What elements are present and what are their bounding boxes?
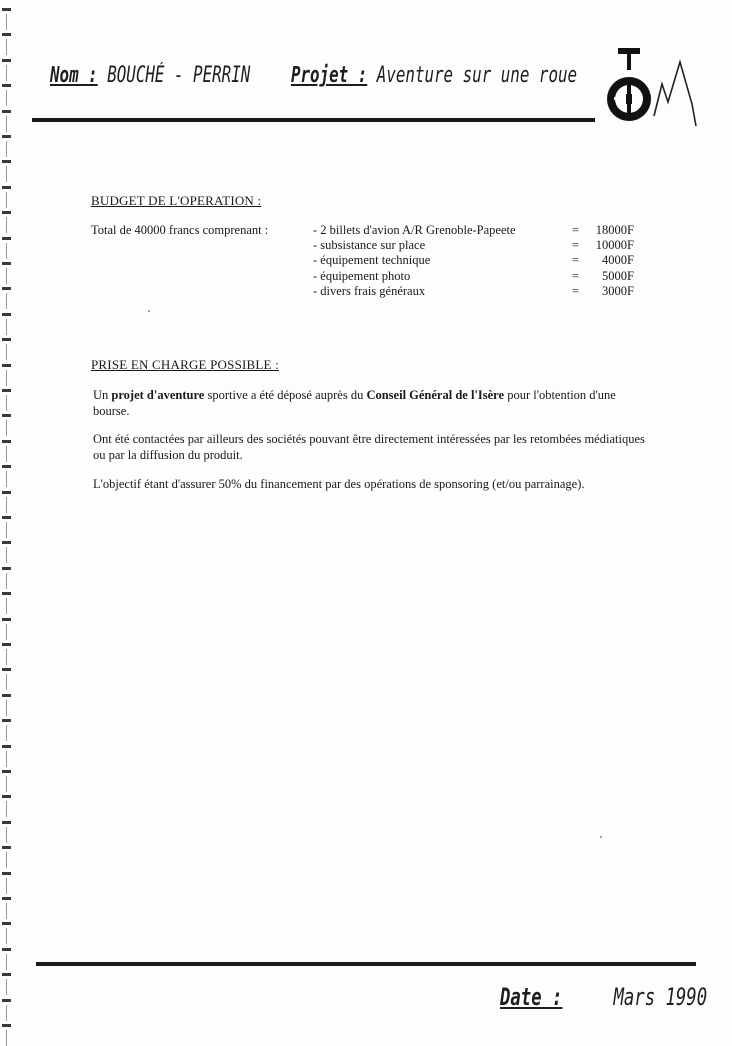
binding-hole [2, 33, 11, 36]
binding-hole [2, 364, 11, 367]
binding-wire [6, 954, 7, 970]
budget-item-label: - divers frais généraux [313, 283, 426, 298]
binding-hole [2, 211, 11, 214]
binding-hole [2, 770, 11, 773]
binding-wire [6, 420, 7, 436]
binding-wire [6, 268, 7, 284]
binding-wire [6, 827, 7, 843]
binding-hole [2, 795, 11, 798]
binding-hole [2, 948, 11, 951]
budget-amount-row [572, 269, 634, 284]
date-label: Date : [500, 983, 563, 1011]
budget-amount: 10000F [595, 238, 634, 253]
budget-amounts [572, 223, 634, 299]
budget-amount-row [572, 284, 634, 299]
binding-hole [2, 872, 11, 875]
binding-wire [6, 725, 7, 741]
binding-hole [2, 389, 11, 392]
binding-hole [2, 999, 11, 1002]
budget-intro: Total de 40000 francs comprenant : [91, 223, 269, 237]
text-run: pour l'obtention d'une bourse. [93, 388, 616, 418]
binding-hole [2, 237, 11, 240]
binding-hole [2, 8, 11, 11]
binding-wire [6, 243, 7, 259]
binding-hole [2, 516, 11, 519]
binding-hole [2, 338, 11, 341]
budget-amount-row [572, 253, 634, 268]
budget-item-label: - 2 billets d'avion A/R Grenoble-Papeete [313, 223, 516, 237]
budget-amount: 3000F [602, 283, 634, 298]
budget-title: BUDGET DE L'OPERATION : [91, 193, 262, 208]
paper-speck [600, 836, 602, 838]
binding-wire [6, 370, 7, 386]
binding-wire [6, 344, 7, 360]
binding-wire [6, 293, 7, 309]
binding-wire [6, 14, 7, 30]
text-run: Un [93, 388, 109, 402]
binding-wire [6, 497, 7, 513]
budget-amount: 4000F [602, 253, 634, 268]
binding-hole [2, 287, 11, 290]
binding-hole [2, 262, 11, 265]
equals-sign: = [572, 238, 580, 253]
binding-hole [2, 160, 11, 163]
binding-hole [2, 643, 11, 646]
binding-wire [6, 573, 7, 589]
prise-title: PRISE EN CHARGE POSSIBLE : [91, 357, 279, 372]
binding-wire [6, 141, 7, 157]
paragraph-societes: Ont été contactées par ailleurs des sociétés pouvant être directement intéressées par les retombées médiatiques ou par la diffusion du produit. [93, 432, 645, 462]
binding-hole [2, 922, 11, 925]
nom-value: BOUCHÉ - PERRIN [107, 63, 251, 88]
header-rule [32, 118, 595, 122]
footer-date-line [500, 983, 732, 1012]
binding-wire [6, 598, 7, 614]
binding-hole [2, 719, 11, 722]
budget-item-label: - équipement photo [313, 268, 411, 283]
nom-label: Nom : [50, 63, 98, 88]
binding-hole [2, 1024, 11, 1027]
binding-hole [2, 84, 11, 87]
budget-items [313, 223, 516, 299]
projet-value: Aventure sur une roue [376, 63, 578, 88]
budget-amount: 18000F [595, 223, 634, 237]
binding-hole [2, 694, 11, 697]
binding-wire [6, 751, 7, 767]
binding-wire [6, 217, 7, 233]
binding-hole [2, 59, 11, 62]
binding-wire [6, 649, 7, 665]
bold-text: Conseil Général de l'Isère [366, 388, 505, 402]
binding-hole [2, 491, 11, 494]
paragraph-objectif: L'objectif étant d'assurer 50% du financement par des opérations de sponsoring (et/ou parrainage). [93, 477, 585, 491]
budget-item-label: - équipement technique [313, 253, 431, 268]
equals-sign: = [572, 268, 580, 283]
binding-hole [2, 846, 11, 849]
binding-wire [6, 192, 7, 208]
footer-rule [36, 962, 696, 966]
binding-wire [6, 116, 7, 132]
binding-wire [6, 700, 7, 716]
unicycle-mountain-logo [602, 44, 698, 130]
binding-hole [2, 440, 11, 443]
budget-amount-row [572, 238, 634, 253]
binding-hole [2, 592, 11, 595]
binding-wire [6, 395, 7, 411]
binding-hole [2, 414, 11, 417]
budget-amount-row [572, 223, 634, 238]
paragraph-bourse [93, 388, 653, 419]
binding-hole [2, 821, 11, 824]
date-value: Mars 1990 [613, 983, 708, 1011]
budget-amount: 5000F [602, 268, 634, 283]
paper-speck [148, 310, 150, 312]
binding-wire [6, 90, 7, 106]
binding-wire [6, 903, 7, 919]
binding-wire [6, 928, 7, 944]
binding-hole [2, 135, 11, 138]
binding-wire [6, 674, 7, 690]
binding-hole [2, 618, 11, 621]
binding-wire [6, 979, 7, 995]
binding-wire [6, 65, 7, 81]
equals-sign: = [572, 253, 580, 268]
binding-wire [6, 1005, 7, 1021]
binding-wire [6, 319, 7, 335]
binding-hole [2, 897, 11, 900]
binding-wire [6, 39, 7, 55]
equals-sign: = [572, 283, 580, 298]
binding-hole [2, 973, 11, 976]
binding-wire [6, 547, 7, 563]
binding-wire [6, 166, 7, 182]
binding-hole [2, 110, 11, 113]
projet-label: Projet : [290, 63, 368, 88]
binding-hole [2, 465, 11, 468]
binding-wire [6, 471, 7, 487]
budget-item-label: - subsistance sur place [313, 238, 426, 253]
binding-wire [6, 776, 7, 792]
binding-wire [6, 878, 7, 894]
binding-hole [2, 668, 11, 671]
binding-wire [6, 801, 7, 817]
binding-wire [6, 522, 7, 538]
binding-hole [2, 541, 11, 544]
text-run: sportive a été déposé auprès du [207, 388, 364, 402]
equals-sign: = [572, 223, 580, 237]
binding-hole [2, 186, 11, 189]
spiral-binding [0, 0, 14, 1044]
binding-hole [2, 567, 11, 570]
binding-hole [2, 745, 11, 748]
binding-wire [6, 446, 7, 462]
binding-wire [6, 624, 7, 640]
binding-wire [6, 852, 7, 868]
bold-text: projet d'aventure [111, 388, 205, 402]
binding-hole [2, 313, 11, 316]
